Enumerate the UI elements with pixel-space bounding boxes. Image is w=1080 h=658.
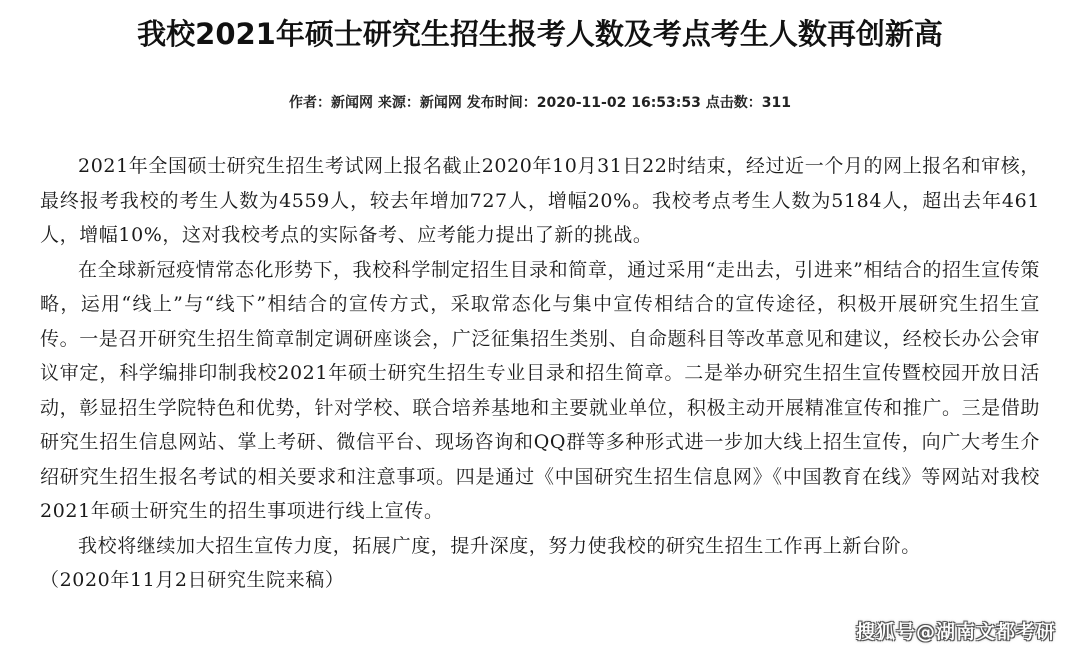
paragraph-1: 2021年全国硕士研究生招生考试网上报名截止2020年10月31日22时结束，经过近一个月的网上报名和审核，最终报考我校的考生人数为4559人，较去年增加727人，增幅20%。我校考点考生人数为5184人，超出去年461人，增幅10%，这对我校考点的实际备考、应考能力提出了新的挑战。 — [40, 155, 1040, 246]
paragraph-3: 我校将继续加大招生宣传力度，拓展广度，提升深度，努力使我校的研究生招生工作再上新台阶。 — [78, 534, 921, 557]
paragraph-2: 在全球新冠疫情常态化形势下，我校科学制定招生目录和简章，通过采用“走出去，引进来”相结合的招生宣传策略，运用“线上”与“线下”相结合的宣传方式，采取常态化与集中宣传相结合的宣传途径，积极开展研究生招生宣传。一是召开研究生招生简章制定调研座谈会，广泛征集招生类别、自命题科目等改革意见和建议，经校长办公会审议审定，科学编排印制我校2021年硕士研究生招生专业目录和招生简章。二是举办研究生招生宣传暨校园开放日活动，彰显招生学院特色和优势，针对学校、联合培养基地和主要就业单位，积极主动开展精准宣传和推广。三是借助研究生招生信息网站、掌上考研、微信平台、现场咨询和QQ群等多种形式进一步加大线上招生宣传，向广大考生介绍研究生招生报名考试的相关要求和注意事项。四是通过《中国研究生招生信息网》《中国教育在线》等网站对我校2021年硕士研究生的招生事项进行线上宣传。 — [40, 258, 1040, 522]
source-value: 新闻网 — [419, 95, 462, 111]
clicks-value: 311 — [761, 95, 791, 111]
clicks-label: 点击数： — [705, 95, 762, 111]
published-label: 发布时间： — [466, 95, 537, 111]
source-note: （2020年11月2日研究生院来稿） — [40, 569, 345, 591]
article-title: 我校2021年硕士研究生招生报考人数及考点考生人数再创新高 — [137, 17, 943, 51]
author-label: 作者： — [289, 95, 332, 111]
watermark: 搜狐号@湖南文都考研 — [855, 621, 1056, 643]
article-body — [40, 149, 1040, 598]
source-label: 来源： — [377, 95, 420, 111]
author-value: 新闻网 — [331, 95, 374, 111]
article-meta — [0, 92, 1080, 114]
published-value: 2020-11-02 16:53:53 — [536, 95, 701, 111]
